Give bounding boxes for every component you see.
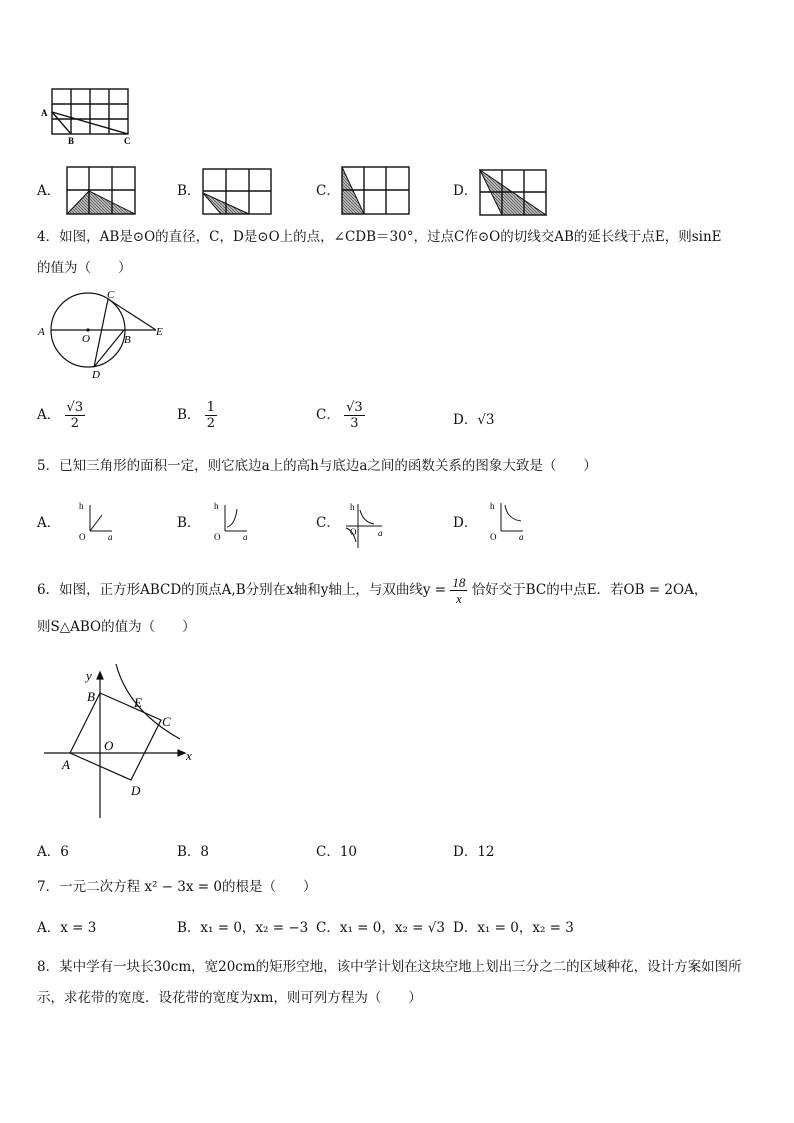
q3-label-c: C [124,136,131,146]
q4-circle-figure [34,286,170,382]
svg-text:O: O [214,532,221,542]
svg-text:O: O [79,532,86,542]
svg-text:a: a [519,532,524,542]
q5-option-d-graph [485,497,531,545]
q4-label-o: O [82,333,90,345]
q5-option-b-graph [209,497,253,545]
q3-option-a-figure [66,166,136,216]
q6-option-b: B．8 [177,844,210,860]
q4-label-c: C [107,289,115,301]
q5-option-c-label: C． [316,515,340,531]
q4-stem-line2: 的值为（ ） [37,260,132,276]
q6-fraction: $\frac{18}{x}$ [452,575,466,606]
q8-stem-line1: 8．某中学有一块长30cm，宽20cm的矩形空地，该中学计划在这块空地上划出三分之二的区域种花，设计方案如图所 [37,959,742,975]
svg-text:O: O [490,532,497,542]
svg-text:a: a [108,532,113,542]
q5-option-b-label: B． [177,515,201,531]
q6-label-a: A [62,757,70,772]
svg-text:a: a [243,532,248,542]
q6-square-figure [40,662,200,822]
q3-option-a-label: A． [37,183,61,199]
q4-option-c: C． $\frac{√3}{3}$ [316,400,363,431]
q4-option-d: D．√3 [453,412,495,428]
svg-text:a: a [378,528,383,538]
q5-option-a-label: A． [37,515,61,531]
q3-label-a: A [41,108,48,118]
q3-option-d-figure [477,165,549,217]
q7-stem: 7．一元二次方程 x² − 3x = 0的根是（ ） [37,879,317,895]
q3-option-c-figure [339,163,411,216]
q4-option-b: B． $\frac{1}{2}$ [177,400,215,431]
q8-stem-line2: 示，求花带的宽度．设花带的宽度为xm，则可列方程为（ ） [37,990,422,1006]
svg-text:h: h [350,502,355,512]
q3-main-figure [38,86,138,148]
q4-label-b: B [124,334,131,346]
q6-label-e: E [134,695,142,710]
q5-stem: 5．已知三角形的面积一定，则它底边a上的高h与底边a之间的函数关系的图象大致是（ ） [37,458,597,474]
q6-option-c: C．10 [316,844,358,860]
svg-text:h: h [214,501,219,511]
q4-label-a: A [38,326,45,338]
svg-text:h: h [79,501,84,511]
q5-option-d-label: D． [453,515,478,531]
q7-option-c: C．x₁ = 0，x₂ = √3 [316,920,445,936]
q4-label-d: D [92,369,100,381]
q4-option-c-fraction: $\frac{√3}{3}$ [346,400,363,431]
q3-option-d-label: D． [453,183,478,199]
svg-text:h: h [490,501,495,511]
q6-option-d: D．12 [453,844,495,860]
q3-option-c-label: C． [316,183,340,199]
q4-option-b-fraction: $\frac{1}{2}$ [206,400,215,431]
q5-option-c-graph [342,500,388,550]
q6-option-a: A．6 [37,844,69,860]
q4-option-a: A． $\frac{√3}{2}$ [37,400,84,431]
q6-label-x: x [186,748,192,763]
q3-label-b: B [68,136,75,146]
q6-label-y: y [86,668,92,683]
q3-option-b-label: B． [177,183,201,199]
q6-stem-line2: 则S△ABO的值为（ ） [37,619,196,635]
q7-option-a: A．x = 3 [37,920,97,936]
q7-option-d: D．x₁ = 0，x₂ = 3 [453,920,574,936]
q6-label-b: B [87,689,95,704]
q4-stem-line1: 4．如图，AB是⊙O的直径，C，D是⊙O上的点，∠CDB＝30°，过点C作⊙O的切线交AB的延长线于点E，则sinE [37,229,722,245]
q4-option-a-fraction: $\frac{√3}{2}$ [66,400,84,431]
q3-option-b-figure [201,166,273,216]
svg-text:O: O [350,527,357,537]
q6-label-c: C [162,714,171,729]
q6-label-d: D [131,783,141,798]
q7-option-b: B．x₁ = 0，x₂ = −3 [177,920,309,936]
q4-label-e: E [156,326,163,338]
q6-stem-line1: 6．如图，正方形ABCD的顶点A,B分别在x轴和y轴上，与双曲线y = $\frac{18}{x}$ 恰好交于BC的中点E．若OB = 2OA， [37,575,708,606]
q6-label-o: O [104,738,114,753]
q5-option-a-graph [74,497,118,545]
